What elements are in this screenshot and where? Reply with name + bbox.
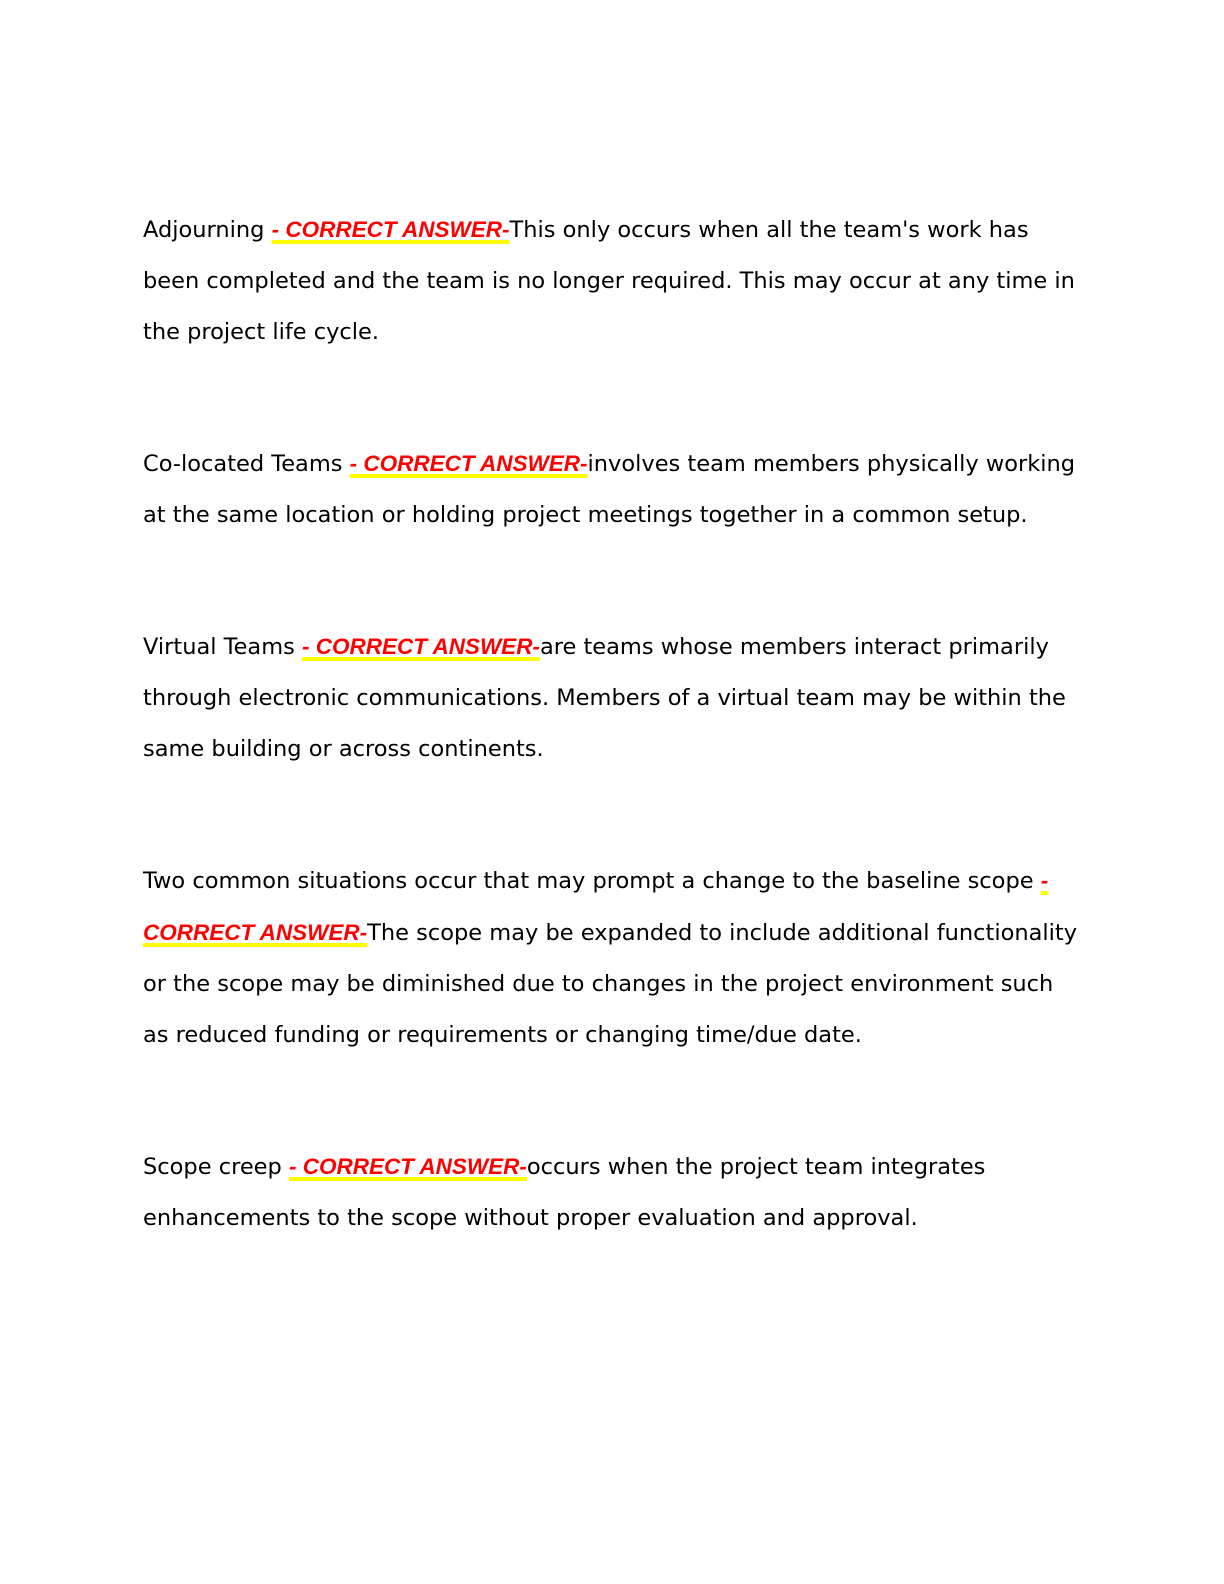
qa-item-co-located-teams [143,438,1078,541]
term: Scope creep [143,1154,282,1180]
answer-text: occurs when the project team integrates enhancements to the scope without proper evaluation and approval. [143,1154,986,1231]
qa-list [143,204,1078,1244]
answer-text: involves team members physically working at the same location or holding project meetings together in a common setup. [143,451,1076,528]
correct-answer-marker: - CORRECT ANSWER- [143,868,1049,945]
correct-answer-marker: - CORRECT ANSWER- [288,1154,527,1179]
answer-text: The scope may be expanded to include additional functionality or the scope may be diminished due to changes in the project environment such as reduced funding or requirements or changing time/due date. [143,920,1078,1048]
correct-answer-marker: - CORRECT ANSWER- [302,634,540,659]
answer-text: are teams whose members interact primarily through electronic communications. Members of a virtual team may be within the same building or across continents. [143,634,1066,762]
correct-answer-marker: - CORRECT ANSWER- [349,451,588,476]
term: Two common situations occur that may prompt a change to the baseline scope [143,868,1034,894]
term: Adjourning [143,217,265,243]
answer-text: This only occurs when all the team's work has been completed and the team is no longer required. This may occur at any time in the project life cycle. [143,217,1075,345]
term: Co-located Teams [143,451,343,477]
correct-answer-marker: - CORRECT ANSWER- [271,217,510,242]
qa-item-scope-change-situations [143,855,1078,1061]
term: Virtual Teams [143,634,295,660]
qa-item-scope-creep [143,1141,1078,1244]
qa-item-virtual-teams [143,621,1078,775]
qa-item-adjourning [143,204,1078,358]
